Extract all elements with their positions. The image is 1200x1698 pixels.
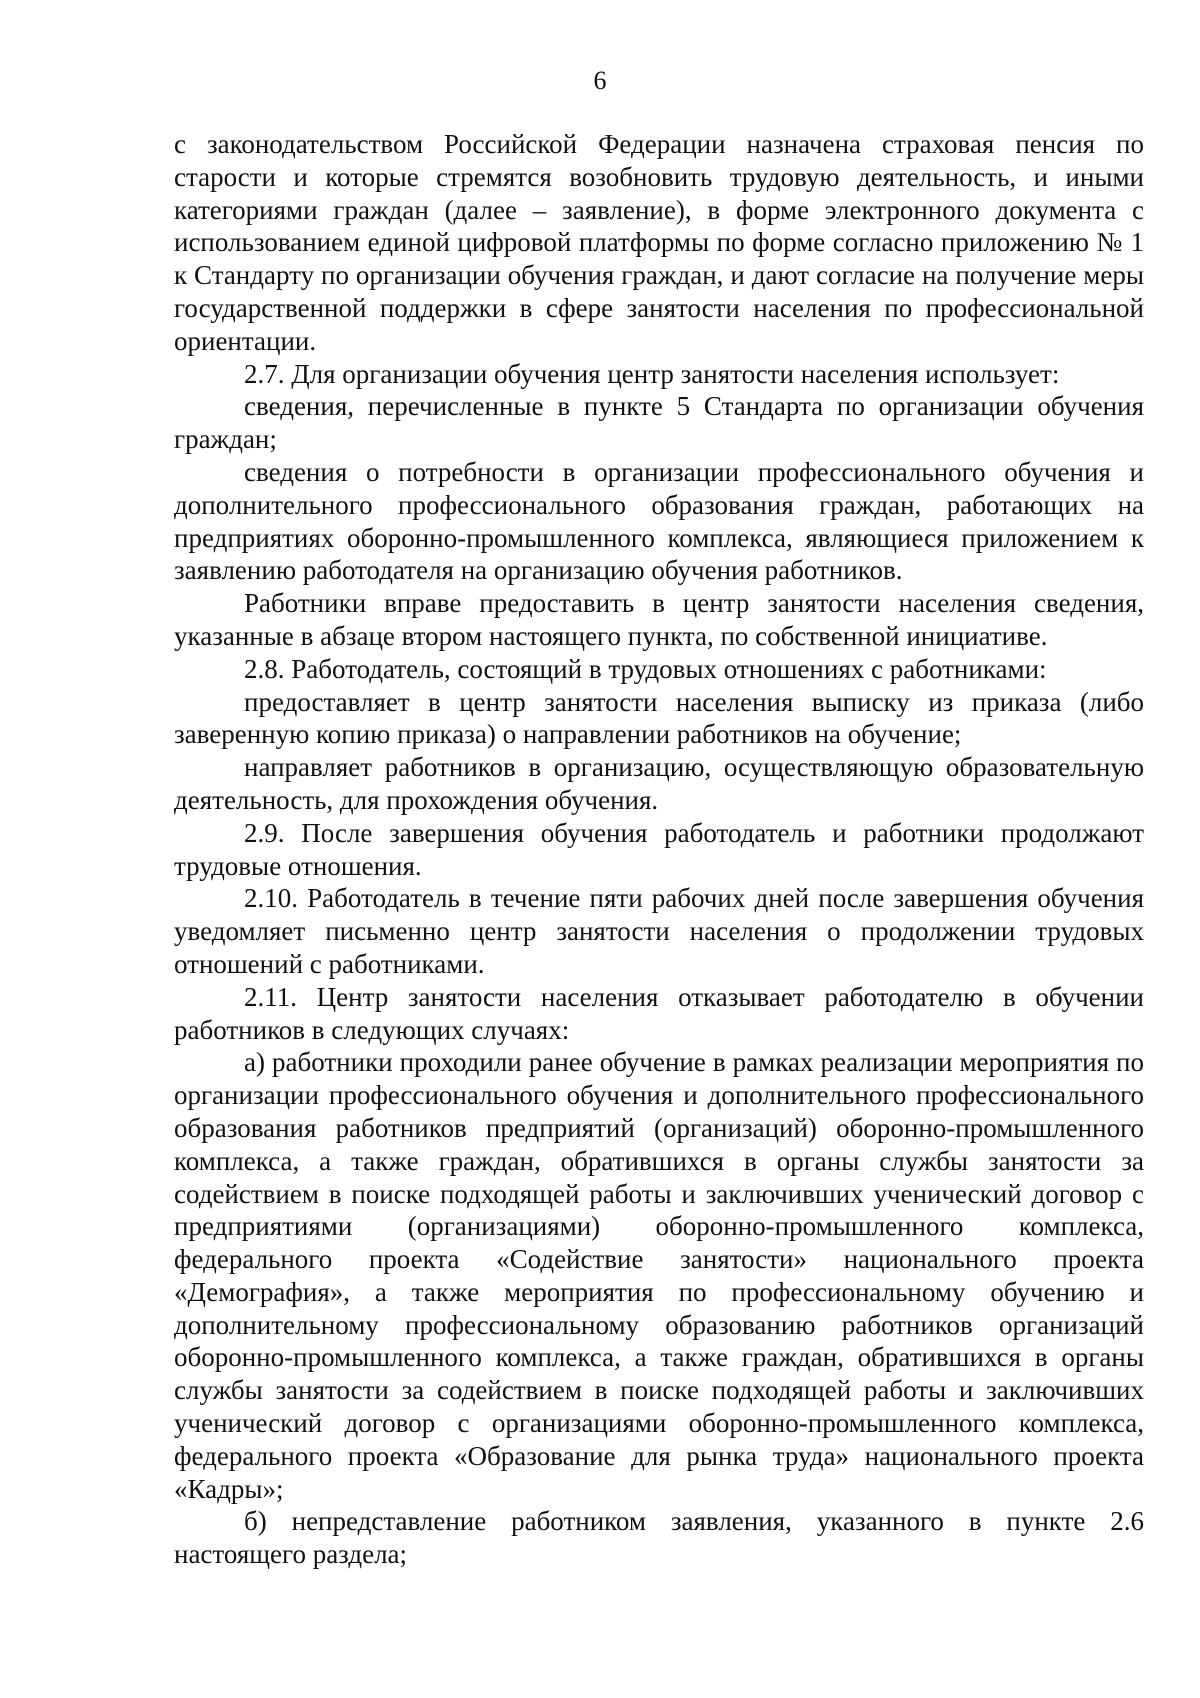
paragraph: направляет работников в организацию, осуществляющую образовательную деятельность, для прохождения обучения. (174, 752, 1144, 815)
paragraph: а) работники проходили ранее обучение в рамках реализации мероприятия по организации профессионального обучения и дополнительного профессионального образования работников предприятий (организаций) оборонно-промышленного комплекса, а также граждан, обратившихся в органы службы занятости за содействием в поиске подходящей работы и заключивших ученический договор с предприятиями (организациями) оборонно-промышленного комплекса, федерального проекта «Содействие занятости» национального проекта «Демография», а также мероприятия по профессиональному обучению и дополнительному профессиональному образованию работников организаций оборонно-промышленного комплекса, а также граждан, обратившихся в органы службы занятости за содействием в поиске подходящей работы и заключивших ученический договор с организациями оборонно-промышленного комплекса, федерального проекта «Образование для рынка труда» национального проекта «Кадры»; (174, 1047, 1144, 1504)
paragraph: с законодательством Российской Федерации назначена страховая пенсия по старости и которые стремятся возобновить трудовую деятельность, и иными категориями граждан (далее – заявление), в форме электронного документа с использованием единой цифровой платформы по форме согласно приложению № 1 к Стандарту по организации обучения граждан, и дают согласие на получение меры государственной поддержки в сфере занятости населения по профессиональной ориентации. (174, 129, 1144, 356)
paragraph: 2.9. После завершения обучения работодатель и работники продолжают трудовые отношения. (174, 817, 1144, 881)
paragraph: 2.7. Для организации обучения центр занятости населения использует: (244, 358, 1060, 389)
paragraph: 2.8. Работодатель, состоящий в трудовых отношениях с работниками: (244, 653, 1047, 684)
paragraph: Работники вправе предоставить в центр занятости населения сведения, указанные в абзаце втором настоящего пункта, по собственной инициативе. (174, 588, 1144, 651)
paragraph: б) непредставление работником заявления, указанного в пункте 2.6 настоящего раздела; (174, 1506, 1144, 1570)
page-number: 6 (593, 66, 607, 95)
paragraph: сведения о потребности в организации профессионального обучения и дополнительного профессионального образования граждан, работающих на предприятиях оборонно-промышленного комплекса, являющиеся приложением к заявлению работодателя на организацию обучения работников. (174, 456, 1144, 586)
document-body (174, 128, 1144, 1571)
paragraph: предоставляет в центр занятости населения выписку из приказа (либо заверенную копию приказа) о направлении работников на обучение; (174, 686, 1144, 750)
paragraph: сведения, перечисленные в пункте 5 Стандарта по организации обучения граждан; (174, 391, 1144, 455)
paragraph: 2.11. Центр занятости населения отказывает работодателю в обучении работников в следующих случаях: (174, 981, 1144, 1045)
paragraph: 2.10. Работодатель в течение пяти рабочих дней после завершения обучения уведомляет письменно центр занятости населения о продолжении трудовых отношений с работниками. (174, 883, 1144, 979)
